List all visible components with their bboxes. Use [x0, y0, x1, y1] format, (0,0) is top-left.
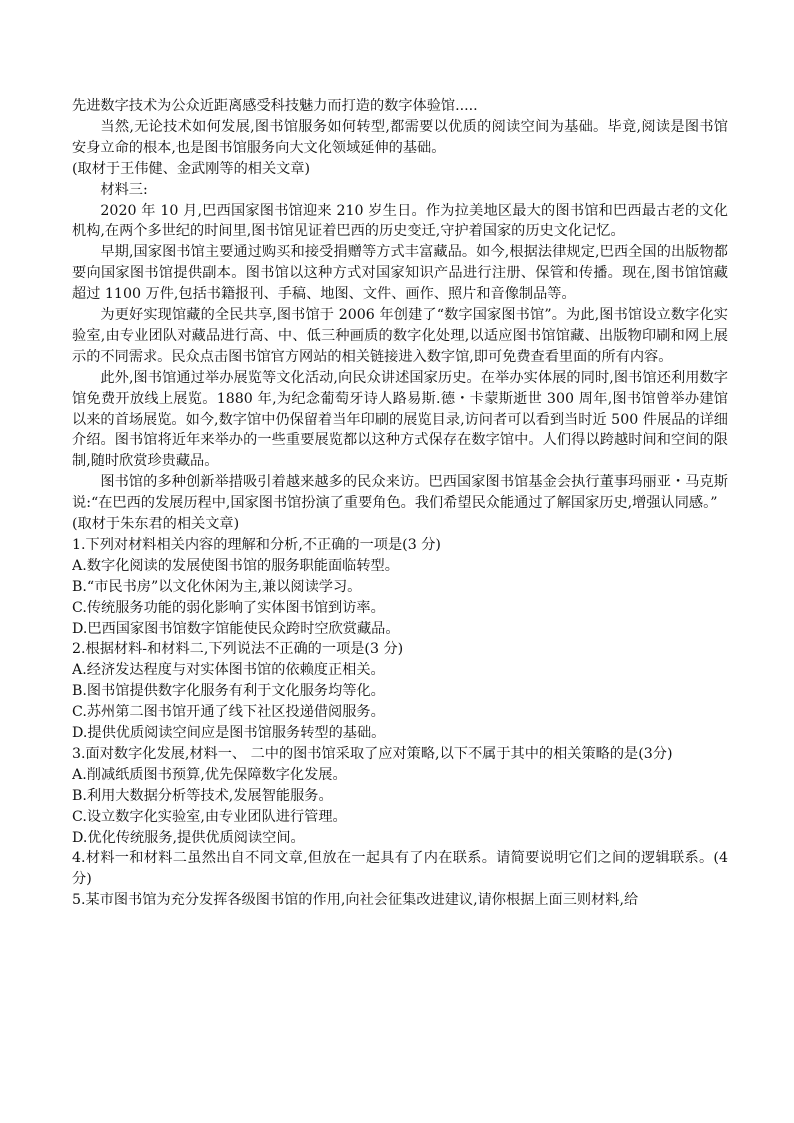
question-1-stem: 1.下列对材料相关内容的理解和分析,不正确的一项是(3 分) — [72, 537, 441, 554]
material3-paragraph-2: 早期,国家图书馆主要通过购买和接受捐赠等方式丰富藏品。如今,根据法律规定,巴西全国的出版物都要向国家图书馆提供副本。图书馆以这种方式对国家知识产品进行注册、保管和传播。现在,图书馆馆藏超过 1100 万件,包括书籍报刊、手稿、地图、文件、画作、照片和音像制品等。 — [72, 244, 728, 303]
material3-paragraph-3: 为更好实现馆藏的全民共享,图书馆于 2006 年创建了“数字国家图书馆”。为此,图书馆设立数字化实验室,由专业团队对藏品进行高、中、低三种画质的数字化处理,以适应图书馆馆藏、出版物印刷和网上展示的不同需求。民众点击图书馆官方网站的相关链接进入数字馆,即可免费查看里面的所有内容。 — [72, 307, 728, 365]
material3-paragraph-5: 图书馆的多种创新举措吸引着越来越多的民众来访。巴西国家图书馆基金会执行董事玛丽亚・马克斯说:“在巴西的发展历程中,国家图书馆扮演了重要角色。我们希望民众能通过了解国家历史,增强认同感。” — [72, 474, 728, 512]
question-2-option-b: B.图书馆提供数字化服务有利于文化服务均等化。 — [72, 683, 385, 700]
question-2-option-d: D.提供优质阅读空间应是图书馆服务转型的基础。 — [72, 725, 386, 742]
question-3-option-c: C.设立数字化实验室,由专业团队进行管理。 — [72, 808, 347, 825]
question-2-option-c: C.苏州第二图书馆开通了线下社区投递借阅服务。 — [72, 704, 385, 721]
question-1-option-b: B.“市民书房”以文化休闲为主,兼以阅读学习。 — [72, 578, 362, 595]
question-3-stem: 3.面对数字化发展,材料一、 二中的图书馆采取了应对策略,以下不属于其中的相关策略的是(3分) — [72, 745, 673, 762]
material2-source: (取材于王伟健、金武刚等的相关文章) — [72, 160, 311, 177]
question-4-stem: 4.材料一和材料二虽然出自不同文章,但放在一起具有了内在联系。请简要说明它们之间的逻辑联系。(4分) — [72, 850, 728, 888]
question-5-stem: 5.某市图书馆为充分发挥各级图书馆的作用,向社会征集改进建议,请你根据上面三则材料,给 — [72, 892, 639, 909]
question-1-option-d: D.巴西国家图书馆数字馆能使民众跨时空欣赏藏品。 — [72, 620, 400, 637]
question-3-option-d: D.优化传统服务,提供优质阅读空间。 — [72, 829, 305, 846]
question-1-option-a: A.数字化阅读的发展使图书馆的服务职能面临转型。 — [72, 557, 399, 574]
question-2-option-a: A.经济发达程度与对实体图书馆的依赖度正相关。 — [72, 662, 385, 679]
exam-page — [72, 96, 728, 911]
material3-paragraph-1: 2020 年 10 月,巴西国家图书馆迎来 210 岁生日。作为拉美地区最大的图书馆和巴西最古老的文化机构,在两个多世纪的时间里,图书馆见证着巴西的历史变迁,守护着国家的历史文化记忆。 — [72, 202, 728, 240]
question-3-option-a: A.削减纸质图书预算,优先保障数字化发展。 — [72, 766, 347, 783]
material2-conclusion-paragraph: 当然,无论技术如何发展,图书馆服务如何转型,都需要以优质的阅读空间为基础。毕竟,阅读是图书馆安身立命的根本,也是图书馆服务向大文化领域延伸的基础。 — [72, 118, 728, 156]
question-1-option-c: C.传统服务功能的弱化影响了实体图书馆到访率。 — [72, 599, 385, 616]
question-2-stem: 2.根据材料-和材料二,下列说法不正确的一项是(3 分) — [72, 641, 404, 658]
material3-heading: 材料三: — [100, 181, 148, 198]
material3-source: (取材于朱东君的相关文章) — [72, 516, 240, 533]
material2-tail-line: 先进数字技术为公众近距离感受科技魅力而打造的数字体验馆..... — [72, 98, 478, 114]
question-3-option-b: B.利用大数据分析等技术,发展智能服务。 — [72, 787, 333, 804]
material3-paragraph-4: 此外,图书馆通过举办展览等文化活动,向民众讲述国家历史。在举办实体展的同时,图书馆还利用数字馆免费开放线上展览。1880 年,为纪念葡萄牙诗人路易斯.德・卡蒙斯逝世 300 周年,图书馆曾举办建馆以来的首场展览。如今,数字馆中仍保留着当年印刷的展览目录,访问者可以看到当时近 500 件展品的详细介绍。图书馆将近年来举办的一些重要展览都以这种方式保存在数字馆中。人们得以跨越时间和空间的限制,随时欣赏珍贵藏品。 — [72, 369, 728, 470]
